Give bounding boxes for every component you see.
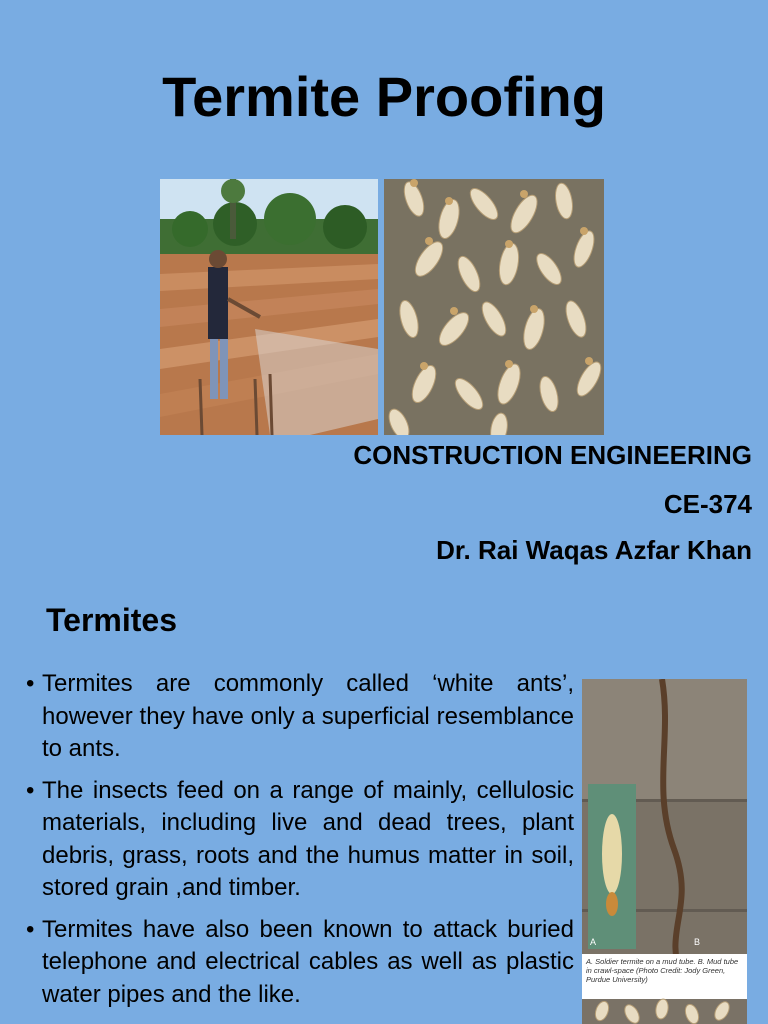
photo-label-a: A [590, 937, 597, 947]
list-item: • Termites have also been known to attack buried telephone and electrical cables as well as plastic water pipes and the like. [26, 915, 574, 1008]
section-heading: Termites [46, 602, 178, 638]
instructor-name: Dr. Rai Waqas Azfar Khan [436, 535, 752, 565]
list-item: • Termites are commonly called ‘white ants’, however they have only a superficial resemblance to ants. [26, 670, 574, 762]
bullet-icon: • [26, 776, 35, 804]
slide-title: Termite Proofing [162, 65, 606, 128]
bullet-icon: • [26, 915, 35, 943]
mud-tube-photo [582, 679, 747, 1024]
course-code: CE-374 [663, 489, 752, 519]
bullet-icon: • [26, 670, 35, 697]
photo-label-b: B [694, 937, 701, 947]
termites-slide [0, 580, 768, 1024]
termites-photo [384, 179, 604, 435]
list-item: • The insects feed on a range of mainly, cellulosic materials, including live and dead trees, plant debris, grass, roots and the humus matter in soil, stored grain ,and timber. [26, 776, 574, 901]
course-name: CONSTRUCTION ENGINEERING [353, 440, 752, 470]
photo-caption: A. Soldier termite on a mud tube. B. Mud tube in crawl-space (Photo Credit: Jody Green, Purdue University) [582, 954, 747, 987]
construction-site-photo [160, 179, 378, 435]
bullet-list [26, 668, 574, 1020]
